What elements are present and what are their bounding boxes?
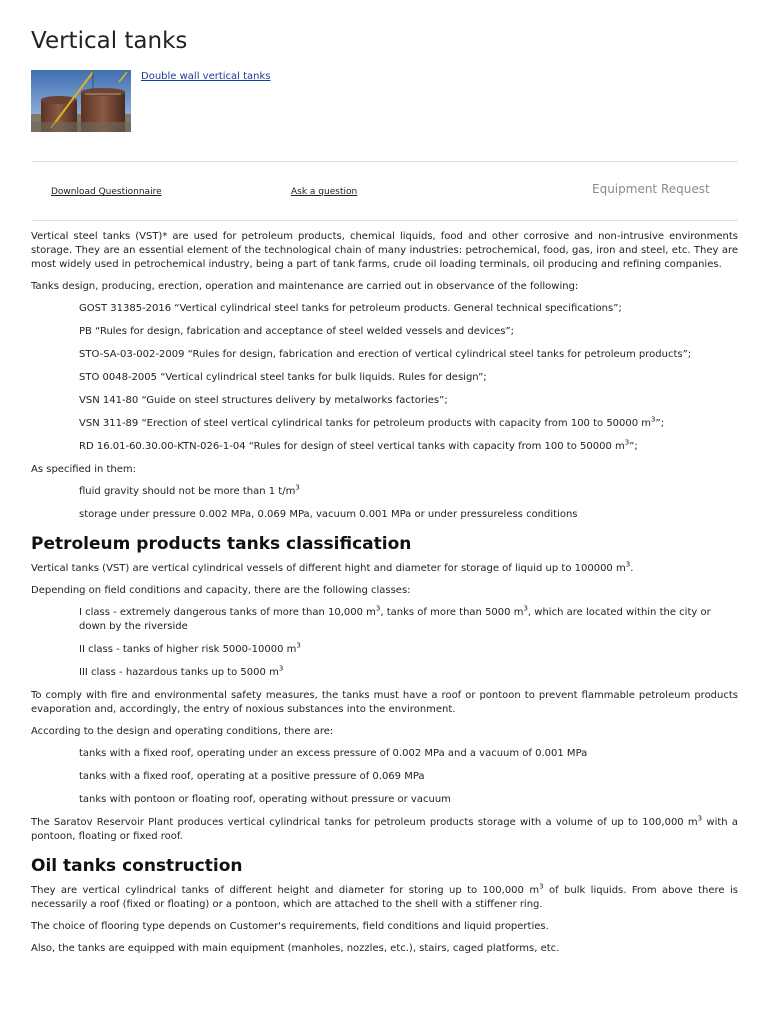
class-item: I class - extremely dangerous tanks of more than 10,000 $m^3$, tanks of more than 5000 $m^3$, which are located within the city or down by the riverside: [79, 604, 711, 632]
page-title: Vertical tanks: [31, 28, 188, 54]
standard-item: VSN 311-89 “Erection of steel vertical cylindrical tanks for petroleum products with capacity from 100 to 50000 $m^3$”;: [79, 415, 665, 429]
classification-heading: Petroleum products tanks classification: [31, 534, 412, 554]
types-list: [31, 747, 738, 807]
specified-intro: As specified in them:: [31, 464, 137, 475]
intro-paragraph: Vertical steel tanks (VST)* are used for petroleum products, chemical liquids, food and other corrosive and non-intrusive environments storage. They are an essential element of the technological chain of many industries: petrochemical, food, gas, iron and steel, etc. They are most widely used in petrochemical industry, being a part of tank farms, crude oil loading terminals, oil producing and refining companies.: [31, 231, 738, 270]
type-item: tanks with a fixed roof, operating at a positive pressure of 0.069 MPa: [79, 771, 425, 782]
standard-item: VSN 141-80 “Guide on steel structures delivery by metalworks factories”;: [79, 395, 448, 406]
class-item: II class - tanks of higher risk 5000-10000 $m^3$: [79, 641, 301, 655]
construction-paragraph: They are vertical cylindrical tanks of different height and diameter for storing up to 100,000 $m^3$ of bulk liquids. From above there is necessarily a roof (fixed or floating) or a pontoon, which are attached to the shell with a stiffener ring.: [31, 882, 738, 910]
classes-intro: Depending on field conditions and capacity, there are the following classes:: [31, 585, 411, 596]
classification-paragraph: Vertical tanks (VST) are vertical cylindrical vessels of different hight and diameter for storage of liquid up to 100000 $m^3$.: [31, 560, 634, 574]
spec-list: [31, 485, 738, 522]
types-intro: According to the design and operating conditions, there are:: [31, 726, 334, 737]
divider-top: [31, 161, 738, 162]
standards-intro: Tanks design, producing, erection, operation and maintenance are carried out in observance of the following:: [31, 281, 579, 292]
standard-item: STO 0048-2005 “Vertical cylindrical steel tanks for bulk liquids. Rules for design”;: [79, 372, 487, 383]
download-questionnaire-link[interactable]: Download Questionnaire: [51, 187, 162, 197]
tank-thumbnail[interactable]: [31, 70, 131, 132]
standard-item: GOST 31385-2016 “Vertical cylindrical steel tanks for petroleum products. General technical specifications”;: [79, 303, 622, 314]
standards-list: [31, 302, 738, 454]
standard-item: RD 16.01-60.30.00-KTN-026-1-04 “Rules for design of steel vertical tanks with capacity from 100 to 50000 $m^3$”;: [79, 438, 638, 452]
type-item: tanks with a fixed roof, operating under an excess pressure of 0.002 MPa and a vacuum of 0.001 MPa: [79, 748, 588, 759]
tank-photo-image: [31, 70, 131, 132]
flooring-paragraph: The choice of flooring type depends on Customer's requirements, field conditions and liquid properties.: [31, 921, 549, 932]
type-item: tanks with pontoon or floating roof, operating without pressure or vacuum: [79, 794, 451, 805]
divider-bottom: [31, 220, 738, 221]
standard-item: PB “Rules for design, fabrication and acceptance of steel welded vessels and devices”;: [79, 326, 514, 337]
equipment-request-button[interactable]: Equipment Request: [592, 182, 710, 196]
classes-list: [31, 606, 738, 680]
spec-item: storage under pressure 0.002 MPa, 0.069 MPa, vacuum 0.001 MPa or under pressureless conditions: [79, 509, 578, 520]
class-item: III class - hazardous tanks up to 5000 $m^3$: [79, 664, 284, 678]
article-body: [31, 230, 738, 964]
safety-paragraph: To comply with fire and environmental safety measures, the tanks must have a roof or pontoon to prevent flammable petroleum products evaporation and, accordingly, the entry of noxious substances into the environment.: [31, 690, 738, 715]
spec-item: fluid gravity should not be more than 1 $t/m^3$: [79, 483, 300, 497]
standard-item: STO-SA-03-002-2009 “Rules for design, fabrication and erection of vertical cylindrical steel tanks for petroleum products”;: [79, 349, 692, 360]
double-wall-tanks-link[interactable]: Double wall vertical tanks: [141, 71, 271, 82]
ask-question-link[interactable]: Ask a question: [291, 187, 358, 197]
saratov-paragraph: The Saratov Reservoir Plant produces vertical cylindrical tanks for petroleum products storage with a volume of up to 100,000 $m^3$ with a pontoon, floating or fixed roof.: [31, 814, 739, 842]
construction-heading: Oil tanks construction: [31, 856, 243, 876]
equipment-paragraph: Also, the tanks are equipped with main equipment (manholes, nozzles, etc.), stairs, caged platforms, etc.: [31, 943, 560, 954]
